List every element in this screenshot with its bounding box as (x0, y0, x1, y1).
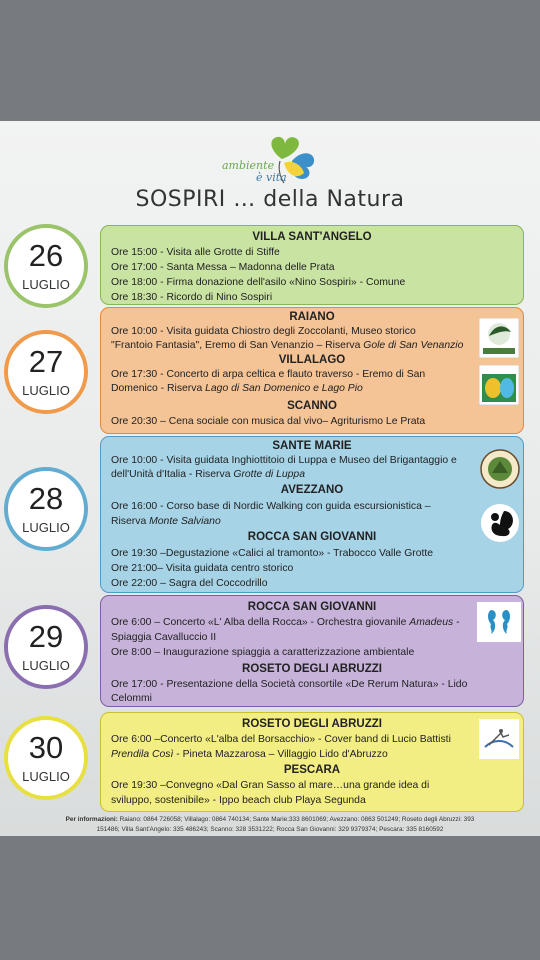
location-sante-marie: SANTE MARIE (272, 440, 352, 452)
location-roseto-degli-abruzzi: ROSETO DEGLI ABRUZZI (242, 663, 382, 675)
schedule-box-26 (100, 225, 524, 305)
day-number: 30 (28, 730, 64, 765)
location-rocca-san-giovanni: ROCCA SAN GIOVANNI (247, 531, 377, 543)
logo-text-ambiente: ambiente (222, 159, 275, 172)
day-month: LUGLIO (22, 658, 70, 673)
grotte-luppa-seal-icon (480, 449, 520, 489)
ambiente-e-vita-logo (222, 129, 332, 185)
schedule-box-30 (100, 712, 524, 812)
location-villalago: VILLALAGO (278, 354, 346, 366)
day-month: LUGLIO (22, 520, 70, 535)
location-rocca-san-giovanni: ROCCA SAN GIOVANNI (247, 601, 377, 613)
event-line: Ore 19:30 –Degustazione «Calici al tramonto» - Trabocco Valle Grotte (111, 548, 434, 559)
event-line: Ore 22:00 – Sagra del Coccodrillo (111, 578, 268, 589)
event-line: Spiaggia Cavalluccio II (111, 632, 217, 643)
day-month: LUGLIO (22, 277, 70, 292)
location-raiano: RAIANO (289, 311, 335, 323)
event-line: Ore 15:00 - Visita alle Grotte di Stiffe (111, 247, 280, 258)
schedule-box-27 (100, 307, 524, 434)
day-month: LUGLIO (22, 769, 70, 784)
location-avezzano: AVEZZANO (280, 484, 344, 496)
event-line: Domenico - Riserva Lago di San Domenico e Lago Pio (111, 383, 363, 394)
event-line: Riserva Monte Salviano (111, 516, 221, 527)
date-circle-27 (4, 330, 88, 414)
event-line: Ore 8:00 – Inaugurazione spiaggia a caratterizzazione ambientale (111, 647, 415, 658)
schedule-box-28 (100, 436, 524, 593)
event-line: Ore 6:00 – Concerto «L' Alba della Rocca» - Orchestra giovanile Amadeus - (111, 617, 460, 628)
day-number: 29 (28, 619, 64, 654)
event-line: Ore 20:30 – Cena sociale con musica dal vivo– Agriturismo Le Prata (111, 416, 426, 427)
day-number: 27 (28, 344, 64, 379)
event-line: Ore 17:00 - Santa Messa – Madonna delle Prata (111, 262, 335, 273)
date-circle-30 (4, 716, 88, 800)
event-line: Ore 6:00 –Concerto «L'alba del Borsacchio» - Cover band di Lucio Battisti (111, 734, 451, 745)
seahorse-logo-icon (477, 602, 521, 642)
day-month: LUGLIO (22, 383, 70, 398)
borsacchio-reserve-icon (479, 719, 519, 759)
lago-san-domenico-badge-icon (479, 365, 519, 405)
poster (0, 121, 540, 836)
event-line: Celommi (111, 693, 152, 704)
event-line: sviluppo, sostenibile» - Ippo beach club Playa Segunda (111, 795, 366, 806)
date-circle-26 (4, 224, 88, 308)
event-line: Ore 18:30 - Ricordo di Nino Sospiri (111, 292, 273, 303)
event-line: Ore 10:00 - Visita guidata Chiostro degli Zoccolanti, Museo storico (111, 326, 416, 337)
location-scanno: SCANNO (287, 400, 337, 412)
event-line: Ore 17:30 - Concerto di arpa celtica e flauto traverso - Eremo di San (111, 369, 426, 380)
event-line: Ore 18:00 - Firma donazione dell'asilo «Nino Sospiri» - Comune (111, 277, 406, 288)
poster-title: SOSPIRI … della Natura (135, 187, 405, 212)
location-roseto-degli-abruzzi: ROSETO DEGLI ABRUZZI (242, 718, 382, 730)
event-line: Ore 17:00 - Presentazione della Società consortile «De Rerum Natura» - Lido (111, 679, 468, 690)
event-line: Prendila Così - Pineta Mazzarosa – Villaggio Lido d'Abruzzo (111, 749, 388, 760)
date-circle-29 (4, 605, 88, 689)
day-number: 26 (28, 238, 64, 273)
logo-text-e-vita: è vita (256, 171, 287, 184)
event-line: Ore 16:00 - Corso base di Nordic Walking con guida escursionistica – (111, 501, 431, 512)
event-line: Ore 21:00– Visita guidata centro storico (111, 563, 294, 574)
date-circle-28 (4, 467, 88, 551)
day-number: 28 (28, 481, 64, 516)
location-villa-sant-angelo: VILLA SANT'ANGELO (252, 231, 372, 243)
event-line: "Frantoio Fantasia", Eremo di San Venanzio – Riserva Gole di San Venanzio (111, 340, 464, 351)
schedule-box-29 (100, 595, 524, 707)
event-line: Ore 10:00 - Visita guidata Inghiottitoio di Luppa e Museo del Brigantaggio e (111, 455, 457, 466)
info-footer-line1: Per informazioni: Raiano: 0864 726058; Villalago: 0864 740134; Sante Marie:333 8601069; Avezzano: 0863 501249; Roseto degli Abruzzi: 393 (65, 816, 475, 823)
info-footer-line2: 151486; Villa Sant'Angelo: 335 486243; Scanno: 328 3531222; Rocca San Giovanni: 329 9379374; Pescara: 335 8160592 (96, 826, 444, 833)
event-line: dell'Unità d'Italia - Riserva Grotte di Luppa (111, 469, 305, 480)
location-pescara: PESCARA (283, 764, 341, 776)
squirrel-icon (480, 503, 520, 543)
gole-san-venanzio-badge-icon (479, 318, 519, 358)
event-line: Ore 19:30 –Convegno «Dal Gran Sasso al mare…una grande idea di (111, 780, 430, 791)
